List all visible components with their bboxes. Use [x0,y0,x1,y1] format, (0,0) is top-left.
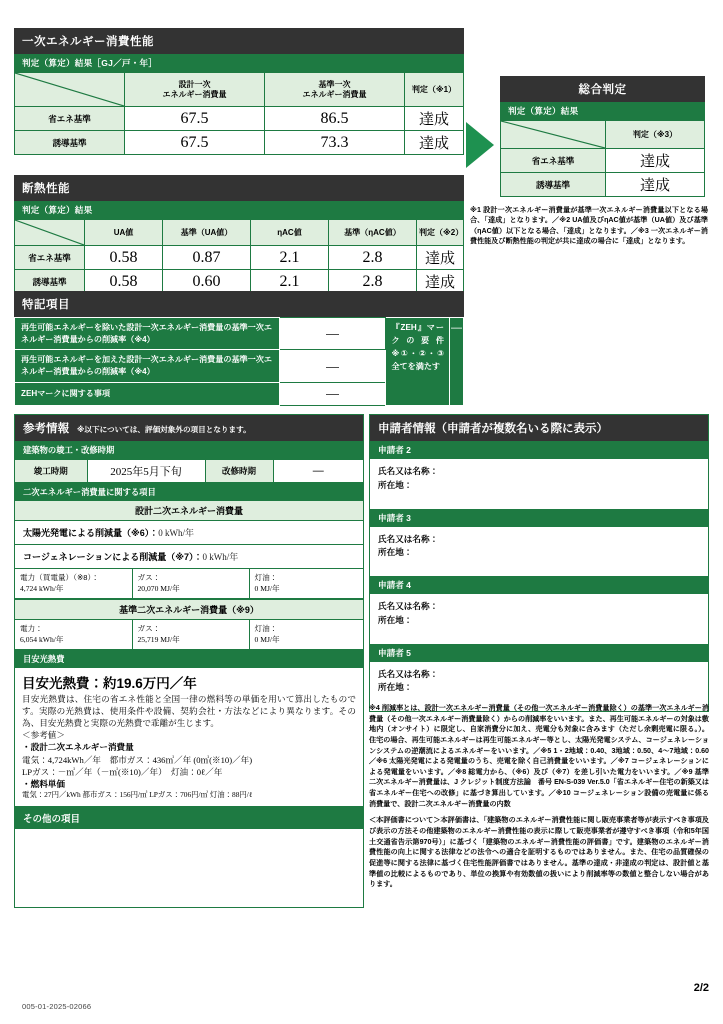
design-kerosene-label: 灯油： [254,573,278,582]
applicant-5-address-row [378,681,700,695]
primary-energy-table [14,72,464,155]
row-label-energy-saving: 省エネ基準 [15,107,125,131]
design-gas-label: ガス： [137,573,161,582]
row-label-guidance: 誘導基準 [15,131,125,155]
special-note-label-3: ZEHマークに関する事項 [15,382,280,405]
page-number: 2/2 [693,982,709,994]
cell-judgement-value: 達成 [606,173,705,197]
renovation-label: 改修時期 [205,460,273,483]
reference-info-section [14,414,364,810]
cell-etaac-value: 2.1 [251,270,329,294]
standard-electricity-cell [15,620,132,649]
completion-label: 竣工時期 [15,460,87,483]
applicant-2-name-row [378,465,700,479]
applicant-2-body [370,459,708,509]
applicant-3-address-row [378,546,700,560]
standard-kerosene-value: 0 MJ/年 [254,635,280,645]
cell-judgement-value: 達成 [405,131,464,155]
cell-judgement-value: 達成 [606,149,705,173]
table-row [15,318,464,350]
applicant-address-label: 所在地： [378,547,413,558]
table-header-row [15,73,464,107]
table-row [15,107,464,131]
reference-info-title: 参考情報 [23,423,69,435]
table-row [501,149,705,173]
cell-etaac-standard: 2.8 [329,246,417,270]
other-items-section [14,806,364,908]
applicant-name-label: 氏名又は名称： [378,533,439,544]
applicant-4-body [370,594,708,644]
standard-line2: エネルギー消費量 [302,89,367,99]
column-header-judgement: 判定（※3） [606,121,705,149]
standard-gas-cell [132,620,249,649]
design-electricity-cell [15,569,132,598]
insulation-subtitle: 判定（算定）結果 [14,201,464,219]
other-items-value [15,829,363,907]
table-row [15,246,464,270]
row-label-energy-saving: 省エネ基準 [501,149,606,173]
diagonal-corner-cell [15,220,85,246]
design-secondary-sublabel: ・設計二次エネルギー消費量 [22,742,134,753]
utility-cost-bar: 目安光熱費 [15,650,363,668]
diagonal-corner-cell [501,121,606,149]
cell-etaac-value: 2.1 [251,246,329,270]
overall-judgement-section [500,76,705,197]
cell-standard-value: 73.3 [265,131,405,155]
solar-reduction-label: 太陽光発電による削減量（※6）： [23,528,159,538]
special-note-value-2: — [279,350,386,382]
other-items-title: その他の項目 [15,807,363,829]
table-header-row [501,121,705,149]
standard-gas-value: 25,719 MJ/年 [137,635,180,645]
design-line1: 設計一次 [178,79,211,89]
table-row [15,460,363,483]
cell-judgement-value: 達成 [405,107,464,131]
cell-judgement-value: 達成 [417,270,464,294]
column-header-ua: UA値 [85,220,163,246]
design-gas-value: 20,070 MJ/年 [137,584,180,594]
applicant-address-label: 所在地： [378,614,413,625]
special-notes-section [14,291,464,406]
standard-line1: 基準一次 [318,79,351,89]
special-note-label-2: 再生可能エネルギーを加えた設計一次エネルギー消費量の基準一次エネルギー消費量からの削減率（※4） [15,350,280,382]
applicant-address-label: 所在地： [378,682,413,693]
column-header-standard [265,73,405,107]
column-header-etaac: ηAC値 [251,220,329,246]
cell-ua-standard: 0.60 [163,270,251,294]
construction-period-bar: 建築物の竣工・改修時期 [15,441,363,459]
applicant-name-label: 氏名又は名称： [378,466,439,476]
cell-etaac-standard: 2.8 [329,270,417,294]
design-gas-cell [132,569,249,598]
insulation-table [14,219,464,294]
cogen-reduction-value: 0 kWh/年 [202,552,239,562]
applicant-address-label: 所在地： [378,479,413,490]
reference-info-header [15,415,363,441]
column-header-judgement: 判定（※2） [417,220,464,246]
applicant-2-header: 申請者 2 [370,441,708,459]
applicant-3-body [370,527,708,577]
design-kerosene-value: 0 MJ/年 [254,584,280,594]
design-electricity-value: 4,724 kWh/年 [20,584,64,594]
overall-judgement-table [500,120,705,197]
applicant-2-address-row [378,479,700,493]
judgement-footnotes: ※1 設計一次エネルギー消費量が基準一次エネルギー消費量以下となる場合、「達成」となります。／※2 UA値及びηAC値が基準（UA値）及び基準（ηAC値）以下となる場合、「達成」となります。／※3 一次エネルギー消費性能及び断熱性能の判定が共に達成の場合に「達成」となります。 [470,206,708,245]
diagonal-corner-cell [15,73,125,107]
special-notes-title: 特記項目 [14,291,464,317]
insulation-section [14,175,464,294]
design-secondary-header: 設計二次エネルギー消費量 [15,501,363,521]
applicant-3-header: 申請者 3 [370,509,708,527]
construction-period-table [15,459,363,483]
overall-judgement-title: 総合判定 [500,76,705,102]
document-id: 005-01-2025-02066 [22,1002,92,1011]
row-label-energy-saving: 省エネ基準 [15,246,85,270]
cell-ua-value: 0.58 [85,246,163,270]
cell-ua-standard: 0.87 [163,246,251,270]
arrow-right-icon [464,120,496,170]
applicant-4-name-row [378,600,700,614]
zeh-requirement-label: 『ZEH』マークの要件※①・②・③ 全てを満たす [386,318,450,406]
special-note-value-1: — [279,318,386,350]
special-note-label-1: 再生可能エネルギーを除いた設計一次エネルギー消費量の基準一次エネルギー消費量からの削減率（※4） [15,318,280,350]
applicant-name-label: 氏名又は名称： [378,601,439,611]
design-secondary-line2: LPガス：－㎥／年（－㎥(※10)／年） 灯油：0ℓ／年 [22,766,223,777]
solar-reduction-row [15,521,363,545]
renovation-value: — [273,460,363,483]
cell-design-value: 67.5 [125,131,265,155]
cell-judgement-value: 達成 [417,246,464,270]
applicant-3-name-row [378,533,700,547]
applicant-5-header: 申請者 5 [370,644,708,662]
table-header-row [15,220,464,246]
zeh-requirement-value: — [449,318,463,406]
standard-kerosene-label: 灯油： [254,623,278,633]
column-header-etaac-standard: 基準（ηAC値） [329,220,417,246]
completion-value: 2025年5月下旬 [87,460,205,483]
table-row [15,131,464,155]
footnote-items-4-to-10: ※4 削減率とは、設計一次エネルギー消費量（その他一次エネルギー消費量除く）の基準一次エネルギー消費量（その他一次エネルギー消費量除く）からの削減率をいいます。また、再生可能エネルギーの対象は敷地内（オンサイト）に限定し、自家消費分に加え、売電分も対象に含みます（ただし余剰売電に限る。）。住宅の場合、再生可能エネルギーは再生可能エネルギー等とし、太陽光発電システム、コージェネレーションシステムの逆潮流によるエネルギーをいいます。／※5 1・2地域：0.40、3地域：0.50、4～7地域：0.60／※6 太陽光発電による発電量のうち、売電を除く自己消費量をいいます。／※7 コージェネレーションによる発電量をいいます。／※8 総電力から、（※6）及び（※7）を差し引いた電力をいいます。／※9 基準二次エネルギー消費量は、J クレジット制度方法論 番号 EN-S-039 Ver.5.0「省エネルギー住宅の新築又は省エネルギー住宅への改修」に基づき算出しています。／※10 コージェネレーション設備の売電量に係る消費量で、設計二次エネルギー消費量の内数 [369,704,709,808]
special-note-value-3: — [279,382,386,405]
column-header-design [125,73,265,107]
standard-secondary-values-table [15,620,363,650]
design-line2: エネルギー消費量 [162,89,227,99]
applicant-info-title: 申請者情報（申請者が複数名いる際に表示） [370,415,708,441]
table-row [15,569,363,598]
applicant-5-name-row [378,668,700,682]
insulation-title: 断熱性能 [14,175,464,201]
standard-kerosene-cell [249,620,363,649]
standard-electricity-label: 電力： [20,623,43,633]
standard-electricity-value: 6,054 kWh/年 [20,635,64,645]
table-row [501,173,705,197]
design-electricity-label: 電力（買電量）（※8）： [20,573,99,582]
utility-cost-body [15,668,363,809]
reference-value-label: ＜参考値＞ [22,730,65,741]
design-kerosene-cell [249,569,363,598]
standard-secondary-header: 基準二次エネルギー消費量（※9） [15,599,363,620]
cell-standard-value: 86.5 [265,107,405,131]
fuel-unit-price-line: 電気：27円／kWh 都市ガス：156円/㎥ LPガス：706円/㎥ 灯油：88円/ℓ [22,790,253,800]
table-row [15,270,464,294]
cell-ua-value: 0.58 [85,270,163,294]
special-notes-table [14,317,464,406]
applicant-4-header: 申請者 4 [370,576,708,594]
overall-judgement-subtitle: 判定（算定）結果 [500,102,705,120]
cogen-reduction-label: コージェネレーションによる削減量（※7）： [23,552,203,562]
primary-energy-title: 一次エネルギー消費性能 [14,28,464,54]
column-header-ua-standard: 基準（UA値） [163,220,251,246]
row-label-guidance: 誘導基準 [15,270,85,294]
applicant-4-address-row [378,614,700,628]
applicant-info-section [369,414,709,712]
cell-design-value: 67.5 [125,107,265,131]
row-label-guidance: 誘導基準 [501,173,606,197]
solar-reduction-value: 0 kWh/年 [158,528,195,538]
footnote-about-document: ＜本評価書について＞本評価書は、「建築物のエネルギー消費性能に関し販売事業者等が表示すべき事項及び表示の方法その他建築物のエネルギー消費性能の表示に際して販売事業者が遵守すべき事項（令和5年国土交通省告示第970号）」に基づく「建築物のエネルギー消費性能の評価書」です。建築物のエネルギー消費性能の向上に関する法律などの法令への適合を証明するものではありません。また、住宅の品質確保の促進等に関する法律に基づく住宅性能評価書ではありません。基準の達成・非達成の判定は、設計値と基準値の比較によるものであり、単位の換算や有効数値の扱いにより削減率等の数値と整合しない場合があります。 [369,816,709,889]
bottom-footnotes [369,703,709,896]
design-secondary-line1: 電気：4,724kWh／年 都市ガス：436㎥／年 (0㎥(※10)／年) [22,754,253,765]
design-secondary-values-table [15,569,363,599]
utility-cost-title: 目安光熱費：約19.6万円／年 [22,675,197,691]
cogen-reduction-row [15,545,363,569]
column-header-judgement: 判定（※1） [405,73,464,107]
utility-cost-description: 目安光熱費は、住宅の省エネ性能と全国一律の燃料等の単価を用いて算出したものです。実際の光熱費は、使用条件や設備、契約会社・方法などにより異なります。その為、目安光熱費と実際の光熱費で乖離が生じます。 [22,693,356,728]
standard-gas-label: ガス： [137,623,161,633]
primary-energy-subtitle: 判定（算定）結果［GJ／戸・年］ [14,54,464,72]
fuel-unit-price-label: ・燃料単価 [22,778,65,789]
table-row [15,620,363,649]
primary-energy-section [14,28,464,155]
applicant-name-label: 氏名又は名称： [378,668,439,679]
reference-info-note: ※以下については、評価対象外の項目となります。 [77,425,251,434]
secondary-energy-bar: 二次エネルギー消費量に関する項目 [15,483,363,501]
